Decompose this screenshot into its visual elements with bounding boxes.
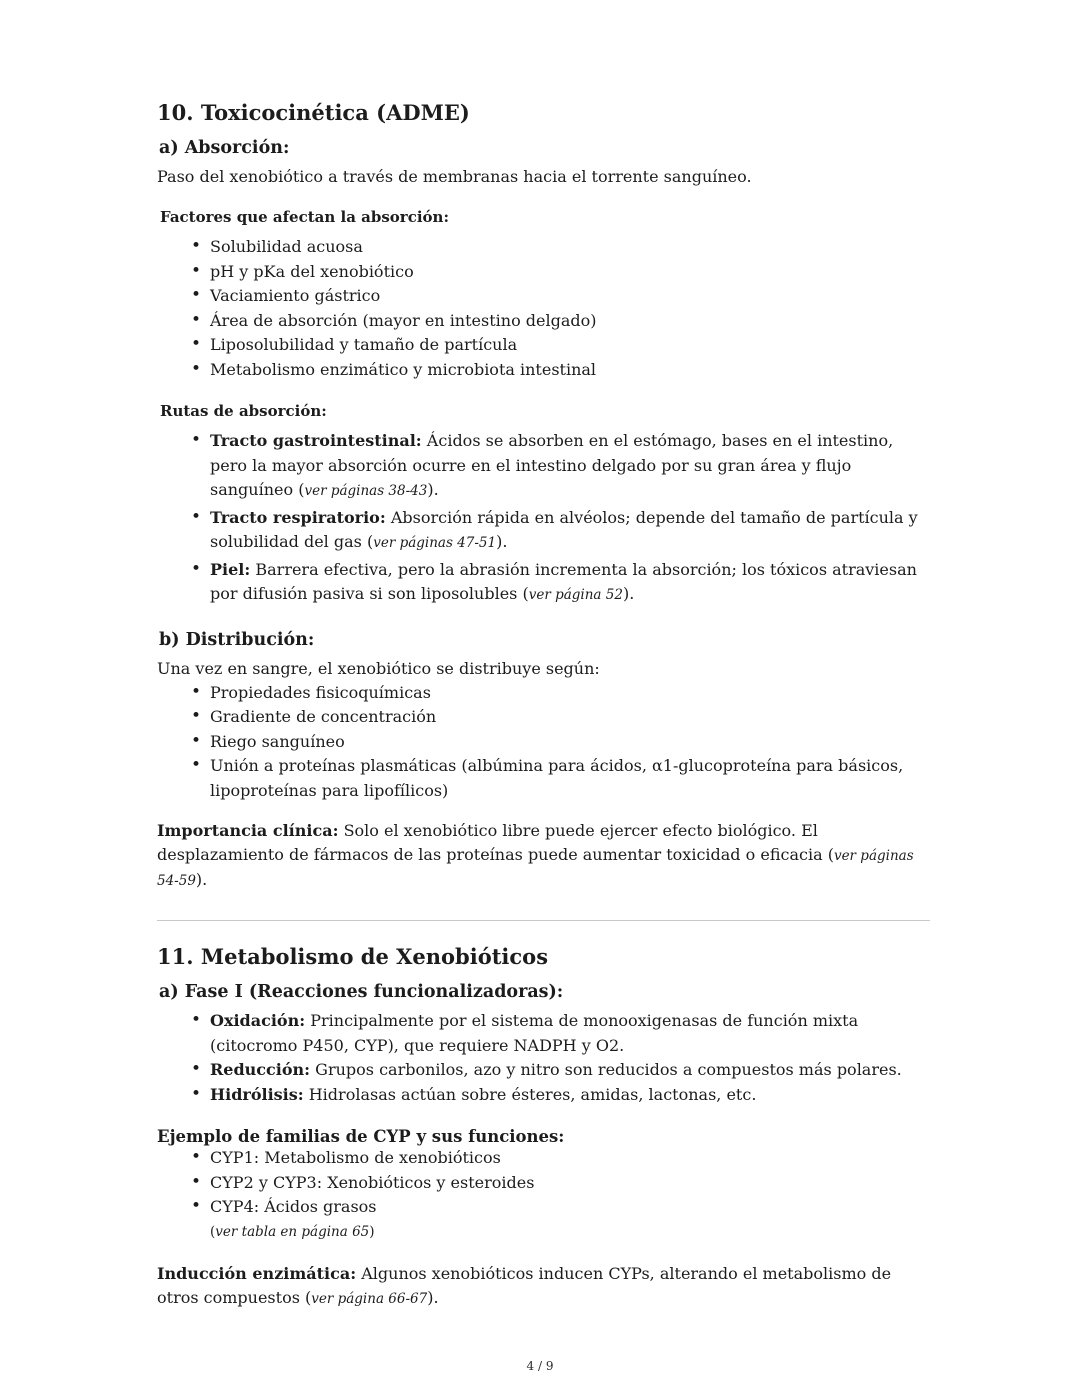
section-10-title: 10. Toxicocinética (ADME) <box>157 100 470 125</box>
fase1-list <box>157 1009 930 1107</box>
cyp-heading: Ejemplo de familias de CYP y sus funciones: <box>157 1127 565 1146</box>
section-11-title: 11. Metabolismo de Xenobióticos <box>157 944 549 969</box>
absorcion-intro: Paso del xenobiótico a través de membranas hacia el torrente sanguíneo. <box>157 167 752 186</box>
item-lead: Piel: <box>210 559 251 579</box>
section-divider <box>157 920 930 921</box>
list-item <box>157 1195 930 1244</box>
item-text: Principalmente por el sistema de monooxigenasas de función mixta (citocromo P450, CYP), que requiere NADPH y O2. <box>210 1011 859 1055</box>
fase1-heading: a) Fase I (Reacciones funcionalizadoras): <box>159 982 564 1002</box>
note-close: ) <box>369 1223 375 1240</box>
list-item: • Riego sanguíneo <box>157 730 930 755</box>
list-item: • Gradiente de concentración <box>157 705 930 730</box>
list-item: • pH y pKa del xenobiótico <box>157 260 930 285</box>
item-text: Ácidos se absorben en el estómago, bases en el intestino, pero la mayor absorción ocurre en el intestino delgado por su gran área y flujo sanguíneo ( <box>210 431 894 499</box>
absorcion-heading: a) Absorción: <box>159 138 290 158</box>
cyp-list <box>157 1146 930 1244</box>
list-item <box>157 429 930 504</box>
item-lead: Tracto respiratorio: <box>210 507 386 527</box>
page-reference: ver tabla en página 65 <box>215 1223 370 1240</box>
distribucion-heading: b) Distribución: <box>159 629 315 650</box>
item-tail: ). <box>496 532 508 551</box>
factores-heading: Factores que afectan la absorción: <box>160 208 449 226</box>
list-item <box>157 506 930 556</box>
item-lead: Hidrólisis: <box>210 1084 304 1104</box>
rutas-heading: Rutas de absorción: <box>160 402 327 420</box>
page-reference: ver páginas 47-51 <box>373 535 497 551</box>
list-item: • CYP2 y CYP3: Xenobióticos y esteroides <box>157 1171 930 1196</box>
item-text: Hidrolasas actúan sobre ésteres, amidas, lactonas, etc. <box>303 1084 757 1104</box>
list-item <box>157 1009 930 1058</box>
item-tail: ). <box>427 480 439 499</box>
note-open: ( <box>210 1223 216 1240</box>
importancia-paragraph <box>157 819 930 893</box>
list-item <box>157 1058 930 1083</box>
item-tail: ). <box>622 584 635 603</box>
distribucion-intro: Una vez en sangre, el xenobiótico se distribuye según: <box>157 658 600 678</box>
rutas-list <box>157 429 930 608</box>
paragraph-tail: ). <box>427 1287 439 1307</box>
list-item: • Solubilidad acuosa <box>157 235 930 260</box>
list-item <box>157 1083 930 1108</box>
list-item <box>157 558 930 608</box>
paragraph-text: Algunos xenobióticos inducen CYPs, alterando el metabolismo de otros compuestos ( <box>157 1263 892 1307</box>
page-reference: ver página 66-67 <box>311 1290 428 1307</box>
list-item: • Área de absorción (mayor en intestino delgado) <box>157 309 930 334</box>
page-reference: ver páginas 54-59 <box>157 848 914 889</box>
item-lead: Reducción: <box>210 1060 311 1079</box>
paragraph-lead: Inducción enzimática: <box>157 1263 357 1283</box>
paragraph-text: Solo el xenobiótico libre puede ejercer efecto biológico. El desplazamiento de fármacos de las proteínas puede aumentar toxicidad o eficacia ( <box>157 821 834 864</box>
list-item: • Liposolubilidad y tamaño de partícula <box>157 333 930 358</box>
item-lead: Oxidación: <box>210 1011 306 1030</box>
item-text: Grupos carbonilos, azo y nitro son reducidos a compuestos más polares. <box>310 1060 902 1079</box>
induccion-paragraph <box>157 1262 930 1311</box>
distribucion-list <box>157 681 930 804</box>
list-item: • Metabolismo enzimático y microbiota intestinal <box>157 358 930 383</box>
item-text: Barrera efectiva, pero la abrasión incrementa la absorción; los tóxicos atraviesan por difusión pasiva si son liposolubles ( <box>210 559 917 603</box>
list-item: • Unión a proteínas plasmáticas (albúmina para ácidos, α1-glucoproteína para básicos, lipoproteínas para lipofílicos) <box>157 754 930 803</box>
item-lead: Tracto gastrointestinal: <box>210 431 422 450</box>
paragraph-tail: ). <box>195 870 208 889</box>
list-item: • CYP1: Metabolismo de xenobióticos <box>157 1146 930 1171</box>
factores-list <box>157 235 930 382</box>
list-item: • Propiedades fisicoquímicas <box>157 681 930 706</box>
paragraph-lead: Importancia clínica: <box>157 821 339 840</box>
table-reference-note <box>210 1220 930 1244</box>
page-reference: ver páginas 38-43 <box>304 483 428 499</box>
page-reference: ver página 52 <box>528 587 623 603</box>
item-text: CYP4: Ácidos grasos <box>210 1197 377 1216</box>
list-item: • Vaciamiento gástrico <box>157 284 930 309</box>
page-number: 4 / 9 <box>526 1359 554 1373</box>
item-text: Absorción rápida en alvéolos; depende del tamaño de partícula y solubilidad del gas ( <box>210 507 918 551</box>
